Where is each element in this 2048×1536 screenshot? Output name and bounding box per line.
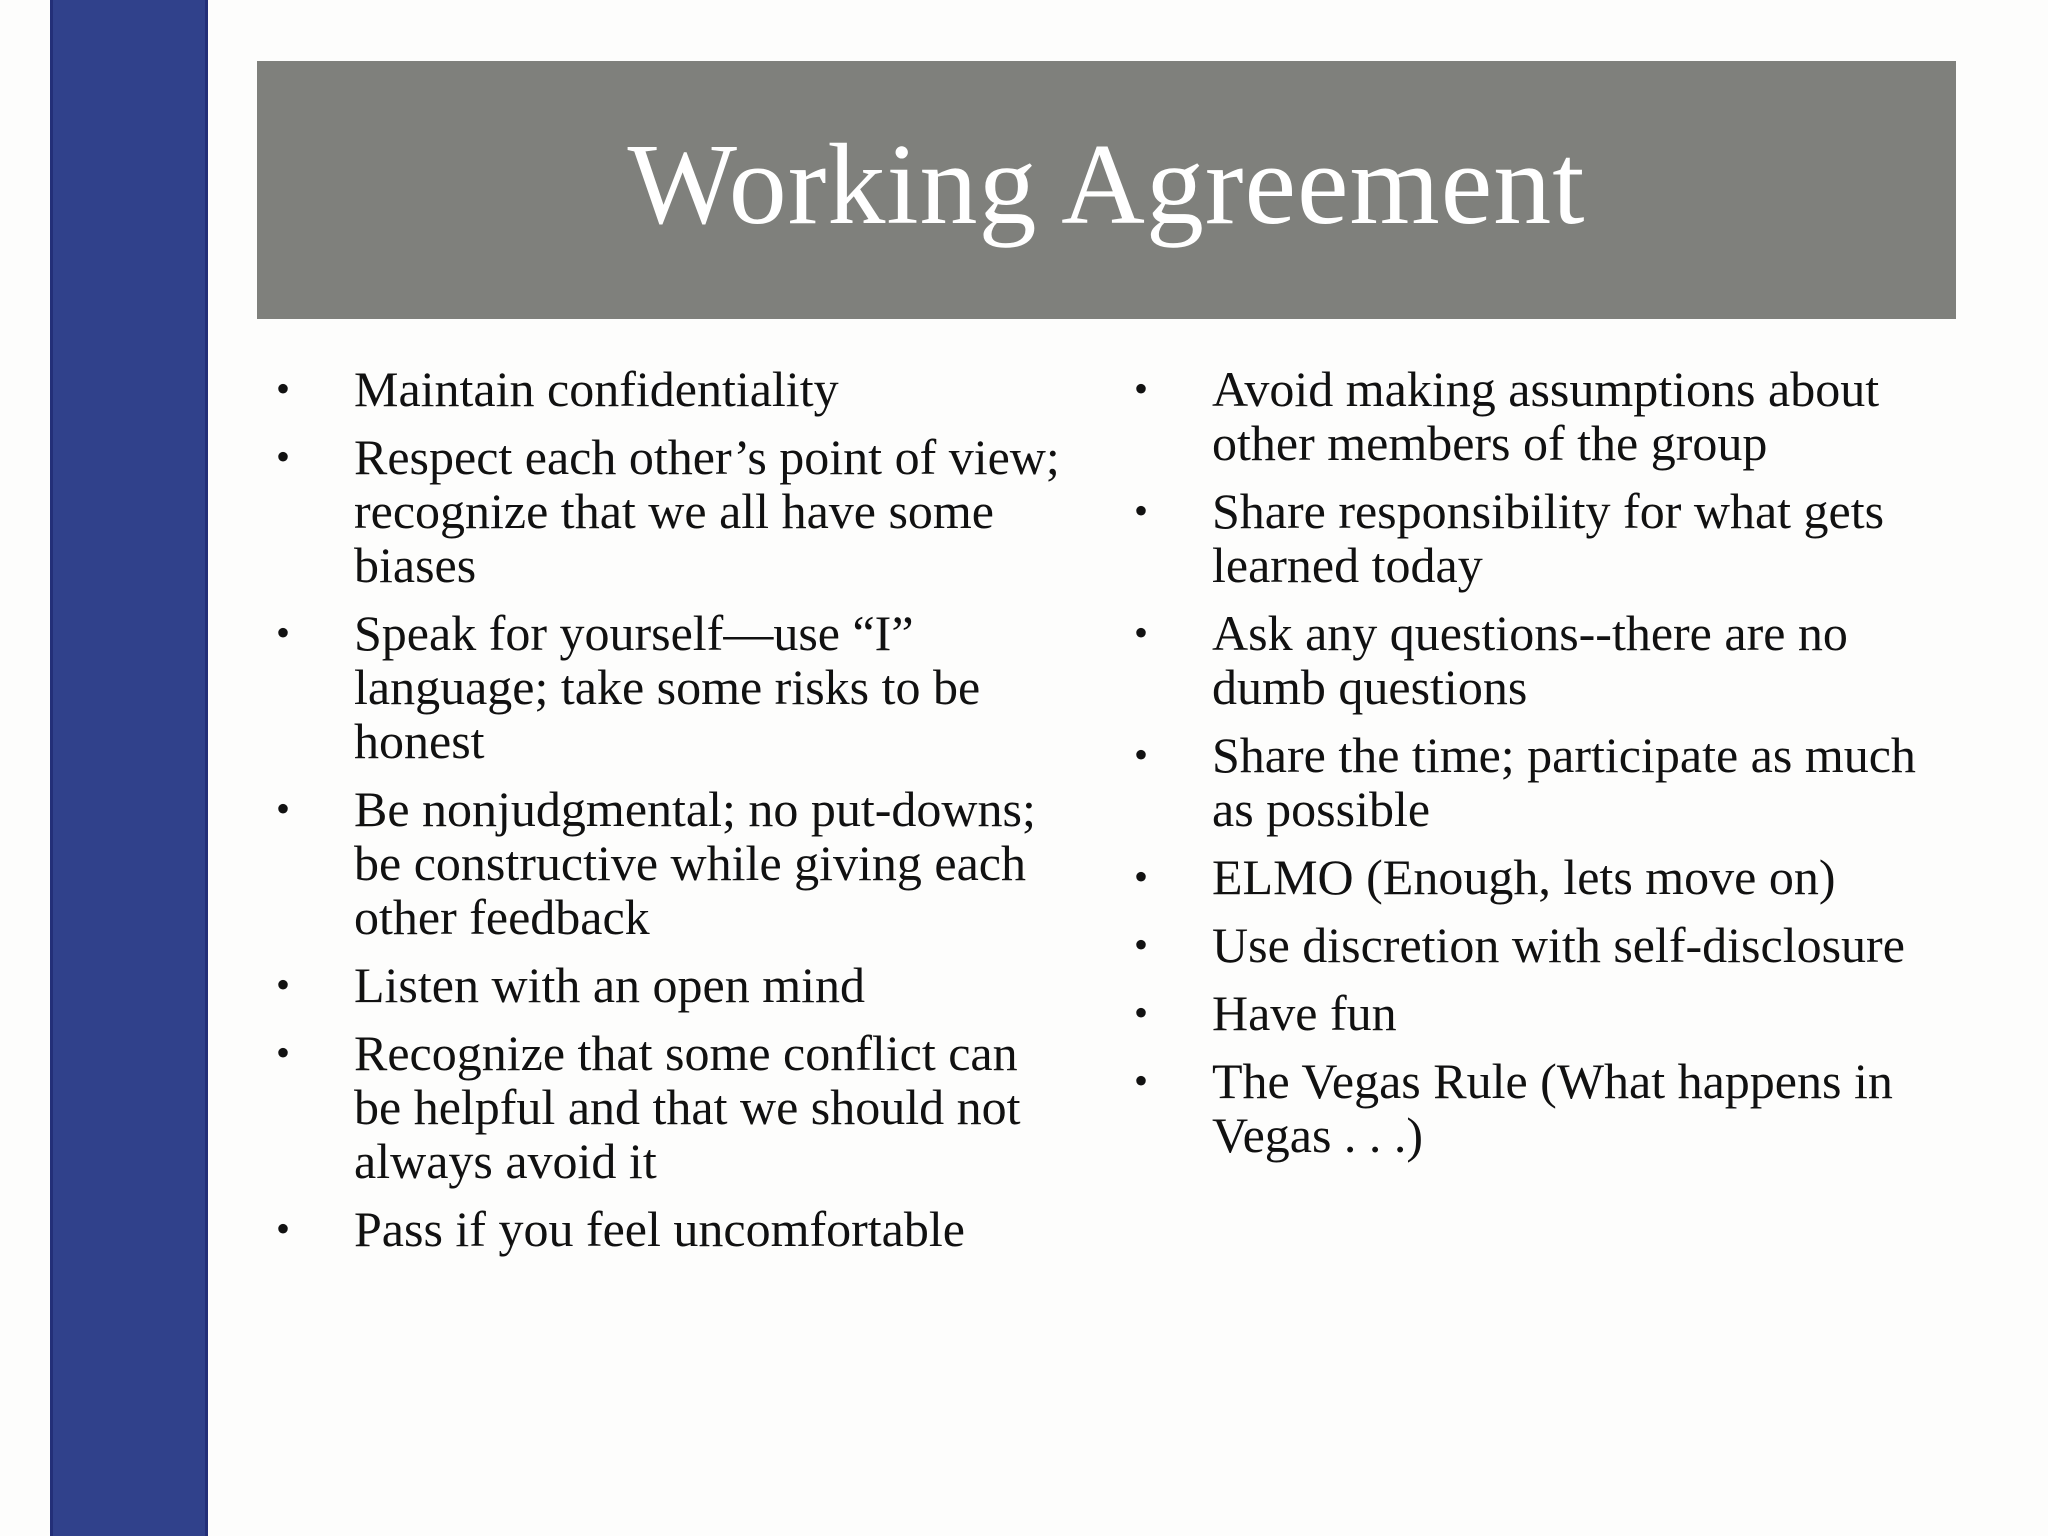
- list-item: [1128, 484, 1948, 592]
- title-banner: [257, 61, 1956, 319]
- list-item: [1128, 1054, 1948, 1162]
- list-item-text: Maintain confidentiality: [354, 361, 839, 417]
- list-item: [270, 782, 1070, 944]
- list-item-text: Recognize that some conflict can be helpful and that we should not always avoid it: [354, 1025, 1021, 1189]
- list-item-text: Speak for yourself—use “I” language; take some risks to be honest: [354, 605, 981, 769]
- list-item: [1128, 986, 1948, 1040]
- bullet-icon: •: [276, 786, 291, 831]
- bullet-icon: •: [1134, 990, 1149, 1035]
- list-item: [1128, 728, 1948, 836]
- list-item-text: Listen with an open mind: [354, 957, 866, 1013]
- list-item: [270, 362, 1070, 416]
- bullet-icon: •: [276, 962, 291, 1007]
- right-bullet-list: [1128, 362, 1948, 1176]
- list-item-text: Be nonjudgmental; no put-downs; be constructive while giving each other feedback: [354, 781, 1036, 945]
- list-item: [270, 958, 1070, 1012]
- list-item-text: Respect each other’s point of view; recognize that we all have some biases: [354, 429, 1060, 593]
- list-item-text: Use discretion with self-disclosure: [1212, 917, 1905, 973]
- list-item: [270, 606, 1070, 768]
- bullet-icon: •: [1134, 488, 1149, 533]
- bullet-icon: •: [1134, 732, 1149, 777]
- bullet-icon: •: [1134, 922, 1149, 967]
- list-item-text: Share responsibility for what gets learned today: [1212, 483, 1885, 593]
- list-item-text: Share the time; participate as much as possible: [1212, 727, 1916, 837]
- bullet-icon: •: [276, 366, 291, 411]
- list-item: [1128, 606, 1948, 714]
- bullet-icon: •: [276, 610, 291, 655]
- bullet-icon: •: [1134, 854, 1149, 899]
- list-item-text: Ask any questions--there are no dumb questions: [1212, 605, 1848, 715]
- bullet-icon: •: [276, 1206, 291, 1251]
- bullet-icon: •: [1134, 610, 1149, 655]
- bullet-icon: •: [1134, 1058, 1149, 1103]
- list-item-text: The Vegas Rule (What happens in Vegas . . .): [1212, 1053, 1893, 1163]
- bullet-icon: •: [276, 434, 291, 479]
- list-item: [1128, 918, 1948, 972]
- side-accent-bar: [50, 0, 208, 1536]
- slide-title: Working Agreement: [627, 120, 1586, 249]
- list-item: [270, 430, 1070, 592]
- bullet-icon: •: [1134, 366, 1149, 411]
- list-item: [1128, 850, 1948, 904]
- bullet-icon: •: [276, 1030, 291, 1075]
- list-item-text: Pass if you feel uncomfortable: [354, 1201, 965, 1257]
- list-item: [270, 1202, 1070, 1256]
- list-item-text: Avoid making assumptions about other members of the group: [1212, 361, 1880, 471]
- left-bullet-list: [270, 362, 1070, 1270]
- list-item: [270, 1026, 1070, 1188]
- list-item-text: Have fun: [1212, 985, 1397, 1041]
- list-item: [1128, 362, 1948, 470]
- list-item-text: ELMO (Enough, lets move on): [1212, 849, 1836, 905]
